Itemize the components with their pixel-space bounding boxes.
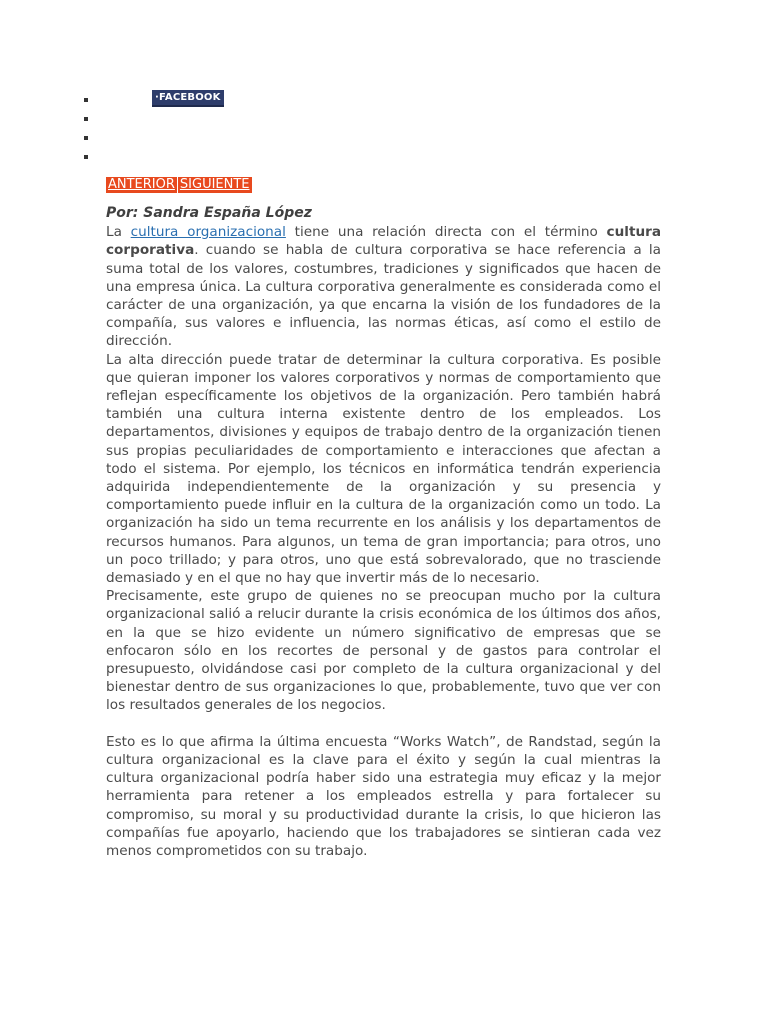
paragraph: Esto es lo que afirma la última encuesta “Works Watch”, de Randstad, según la cultura organizacional es la clave para el éxito y según la cual mientras la cultura organizacional podría haber sido una estrategia muy eficaz y la mejor herramienta para retener a los empleados estrella y para fortalecer su compromiso, su moral y su productividad durante la crisis, lo que hicieron las compañías fue apoyarlo, haciendo que los trabajadores se sintieran cada vez menos comprometidos con su trabajo.	[106, 733, 661, 859]
bullet-icon	[84, 98, 88, 102]
article-navigation	[106, 177, 253, 193]
paragraph-mid: tiene una relación directa con el término	[285, 224, 607, 241]
paragraph-spacer	[106, 715, 661, 733]
article-author: Por: Sandra España López	[106, 205, 312, 221]
paragraph: La alta dirección puede tratar de determinar la cultura corporativa. Es posible que quieran imponer los valores corporativos y normas de comportamiento que reflejan específicamente los objetivos de la organización. Pero también habrá también una cultura interna existente dentro de los empleados. Los departamentos, divisiones y equipos de trabajo dentro de la organización tienen sus propias peculiaridades de comportamiento e interacciones que afectan a todo el sistema. Por ejemplo, los técnicos en informática tendrán experiencia adquirida independientemente de la organización y su presencia y comportamiento puede influir en la cultura de la organización como un todo. La organización ha sido un tema recurrente en los análisis y los departamentos de recursos humanos. Para algunos, un tema de gran importancia; para otros, uno un poco trillado; y para otros, uno que está sobrevalorado, que no trasciende demasiado y en el que no hay que invertir más de lo necesario.	[106, 351, 661, 587]
next-link[interactable]: SIGUIENTE	[179, 177, 250, 192]
bold-term: cultura corporativa	[106, 224, 661, 259]
bullet-icon	[84, 136, 88, 140]
bullet-icon	[84, 117, 88, 121]
previous-link[interactable]: ANTERIOR	[108, 177, 175, 192]
paragraph	[106, 223, 661, 350]
bullet-icon	[84, 155, 88, 159]
paragraph-rest: . cuando se habla de cultura corporativa se hace referencia a la suma total de los valores, costumbres, tradiciones y significados que hacen de una empresa única. La cultura corporativa generalmente es considerada como el carácter de una organización, ya que encarna la visión de los fundadores de la compañía, sus valores e influencia, las normas éticas, así como el estilo de dirección.	[106, 242, 661, 350]
cultura-organizacional-link[interactable]: cultura organizacional	[130, 224, 286, 241]
facebook-share-button[interactable]: · FACEBOOK	[152, 90, 224, 107]
paragraph: Precisamente, este grupo de quienes no se preocupan mucho por la cultura organizacional salió a relucir durante la crisis económica de los últimos dos años, en la que se hizo evidente un número significativo de empresas que se enfocaron sólo en los recortes de personal y de gastos para controlar el presupuesto, olvidándose casi por completo de la cultura organizacional y del bienestar dentro de sus organizaciones lo que, probablemente, tuvo que ver con los resultados generales de los negocios.	[106, 588, 661, 714]
paragraph-lead: La	[106, 224, 131, 241]
article-body	[106, 204, 661, 860]
